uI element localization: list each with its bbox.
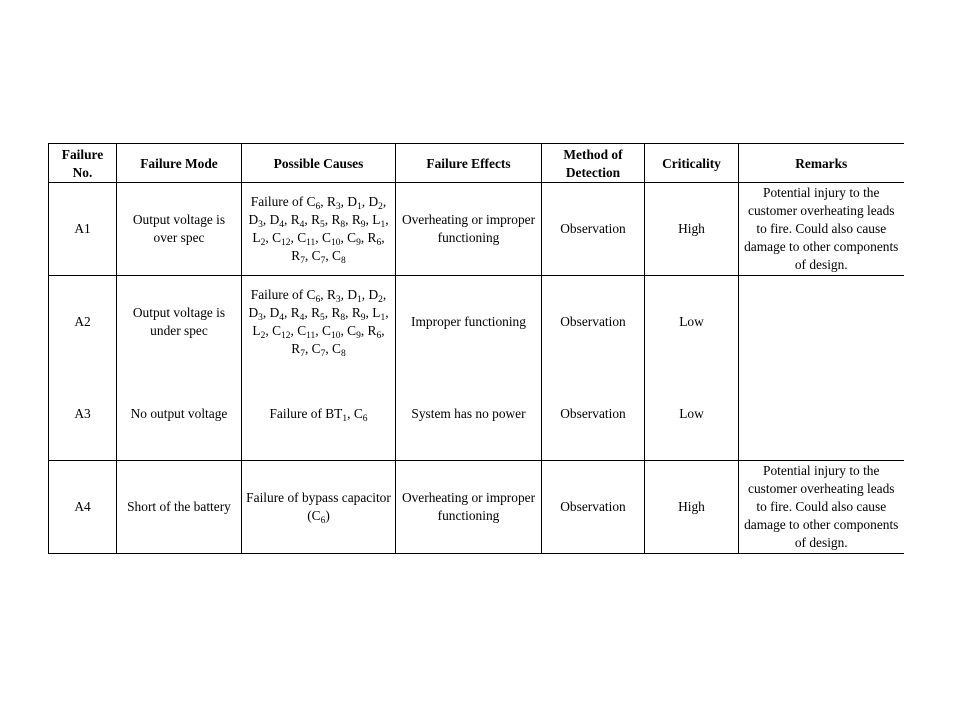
method-of-detection-cell: Observation [542,461,645,554]
failure-mode-cell: Output voltage is over spec [117,183,242,276]
failure-no-cell: A2 [49,276,117,369]
failure-mode-cell: No output voltage [117,368,242,461]
remarks-cell [739,368,904,461]
failure-no-cell: A3 [49,368,117,461]
table-row [49,276,904,369]
possible-causes-cell: Failure of $BT_1$, $C_6$ [242,368,396,461]
failure-mode-cell: Output voltage is under spec [117,276,242,369]
header-failure-no: Failure No. [49,144,117,183]
header-possible-causes: Possible Causes [242,144,396,183]
possible-causes-cell: Failure of $C_6$, $R_3$, $D_1$, $D_2$, $D_3$, $D_4$, $R_4$, $R_5$, $R_8$, $R_9$, $L_1$, $L_2$, $C_{12}$, $C_{11}$, $C_{10}$, $C_9$, $R_6$, $R_7$, $C_7$, $C_8$ [242,183,396,276]
possible-causes-cell: Failure of $C_6$, $R_3$, $D_1$, $D_2$, $D_3$, $D_4$, $R_4$, $R_5$, $R_8$, $R_9$, $L_1$, $L_2$, $C_{12}$, $C_{11}$, $C_{10}$, $C_9$, $R_6$, $R_7$, $C_7$, $C_8$ [242,276,396,369]
table-row [49,461,904,554]
failure-mode-cell: Short of the battery [117,461,242,554]
header-method-of-detection: Method of Detection [542,144,645,183]
failure-effects-cell: System has no power [396,368,542,461]
method-of-detection-cell: Observation [542,183,645,276]
header-remarks: Remarks [739,144,904,183]
criticality-cell: High [645,461,739,554]
failure-effects-cell: Overheating or improper functioning [396,183,542,276]
table-row [49,183,904,276]
remarks-cell [739,276,904,369]
fmea-table [48,143,904,554]
failure-effects-cell: Overheating or improper functioning [396,461,542,554]
remarks-cell: Potential injury to the customer overheating leads to fire. Could also cause damage to other components of design. [739,183,904,276]
header-row [49,144,904,183]
method-of-detection-cell: Observation [542,276,645,369]
header-criticality: Criticality [645,144,739,183]
possible-causes-cell: Failure of bypass capacitor $(C_6)$ [242,461,396,554]
failure-no-cell: A4 [49,461,117,554]
failure-no-cell: A1 [49,183,117,276]
method-of-detection-cell: Observation [542,368,645,461]
failure-effects-cell: Improper functioning [396,276,542,369]
criticality-cell: High [645,183,739,276]
header-failure-effects: Failure Effects [396,144,542,183]
criticality-cell: Low [645,368,739,461]
criticality-cell: Low [645,276,739,369]
table-row [49,368,904,461]
remarks-cell: Potential injury to the customer overheating leads to fire. Could also cause damage to other components of design. [739,461,904,554]
header-failure-mode: Failure Mode [117,144,242,183]
